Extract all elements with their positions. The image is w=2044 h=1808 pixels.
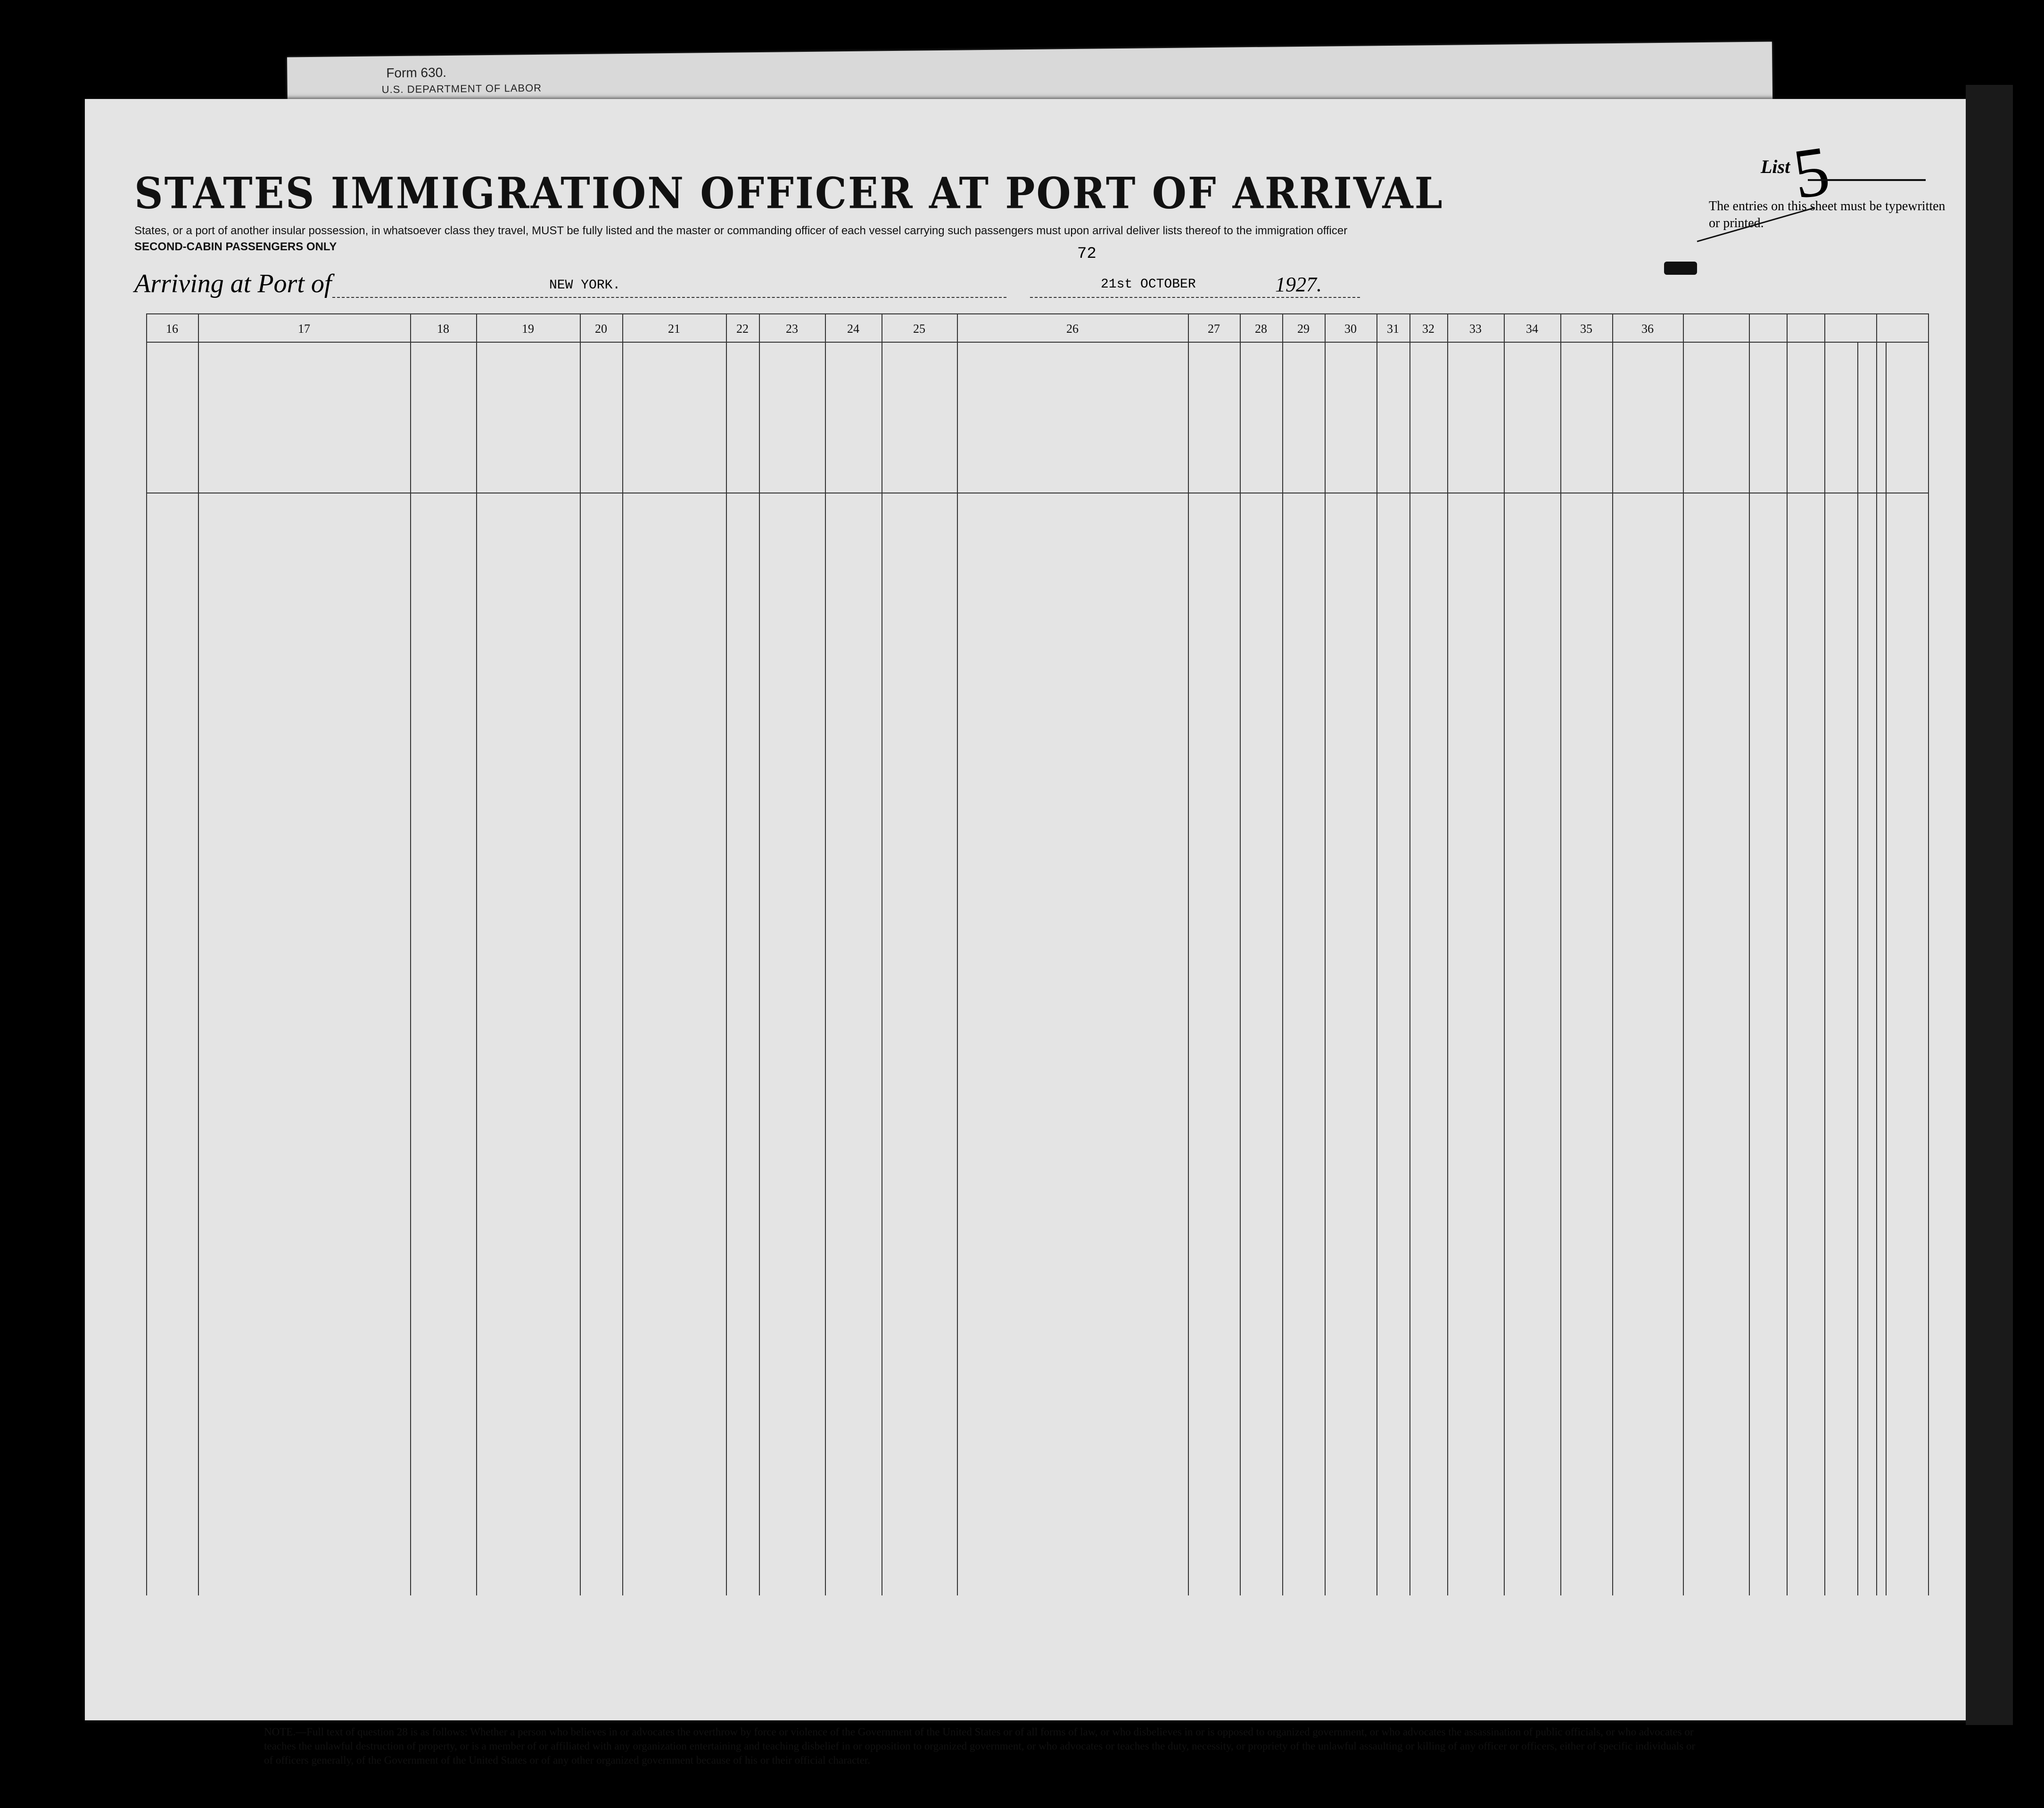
column-divider <box>1886 342 1887 1595</box>
column-number: 17 <box>298 322 310 336</box>
column-number: 16 <box>166 322 178 336</box>
column-number: 20 <box>595 322 607 336</box>
page-title: STATES IMMIGRATION OFFICER AT PORT OF ARRIVAL <box>134 168 1444 218</box>
column-number: 34 <box>1526 322 1538 336</box>
column-number: 27 <box>1208 322 1220 336</box>
department-label: U.S. DEPARTMENT OF LABOR <box>381 82 542 96</box>
form-number: Form 630. <box>386 65 447 81</box>
footnote: NOTE.—Full text of question 28 is as follows: Whether a person who believes in or advocates the overthrow by force or violence of the Government of the United States or of all forms of law, or who disbelieves in or is opposed to organized government, or who advocates the assassination of public officials, or who advocates or teaches the unlawful destruction of property, or is a member of or affiliated with any organization entertaining and teaching disbelief in or opposition to organized government, or who advocates or teaches the duty, necessity, or propriety of the unlawful assaulting or killing of any officer or officers, either of specific individuals or of officers generally, of the Government of the United States or of any other organized government because of his or their official character. <box>264 1726 1696 1766</box>
column-number: 36 <box>1641 322 1654 336</box>
column-number: 23 <box>786 322 798 336</box>
port-underline <box>332 297 1006 298</box>
arrival-date: 21st OCTOBER <box>1101 277 1196 292</box>
column-divider <box>622 313 623 1595</box>
arrival-port: NEW YORK. <box>549 278 621 293</box>
list-underline <box>1808 179 1926 181</box>
column-divider <box>1857 342 1858 1595</box>
column-divider <box>1824 313 1825 1595</box>
column-number: 26 <box>1066 322 1079 336</box>
column-divider <box>1787 313 1788 1595</box>
scan-edge <box>1966 85 2013 1725</box>
column-divider <box>1876 313 1877 1595</box>
header-rule <box>146 313 1928 314</box>
column-divider <box>1282 313 1283 1595</box>
column-divider <box>410 313 411 1595</box>
column-number: 29 <box>1297 322 1310 336</box>
column-divider <box>198 313 199 1595</box>
column-number: 35 <box>1580 322 1592 336</box>
column-divider <box>759 313 760 1595</box>
column-divider <box>1376 313 1377 1595</box>
column-number: 25 <box>913 322 925 336</box>
column-divider <box>1928 313 1929 1595</box>
class-label: SECOND-CABIN PASSENGERS ONLY <box>134 240 337 253</box>
arrival-label: Arriving at Port of <box>134 269 332 298</box>
column-divider <box>1612 313 1613 1595</box>
arrival-line <box>134 269 1407 302</box>
bottom-form-code: 14-430 <box>1245 1800 1265 1808</box>
column-divider <box>1683 313 1684 1595</box>
header-rule <box>146 342 1928 343</box>
ink-blot <box>1664 262 1697 275</box>
column-divider <box>146 313 147 1595</box>
column-divider <box>825 313 826 1595</box>
column-number: 21 <box>668 322 680 336</box>
list-number: 5 <box>1788 131 1835 214</box>
column-divider <box>957 313 958 1595</box>
manifest-table <box>146 313 1928 1595</box>
column-divider <box>1749 313 1750 1595</box>
column-divider <box>476 313 477 1595</box>
column-number: 33 <box>1469 322 1482 336</box>
header-subtitle: States, or a port of another insular possession, in whatsoever class they travel, MUST be fully listed and the master or commanding officer of each vessel carrying such passengers must upon arrival deliver lists thereof to the immigration officer <box>134 224 1348 237</box>
column-number: 32 <box>1422 322 1434 336</box>
stamp-number: 72 <box>1077 245 1096 263</box>
list-label: List <box>1761 156 1790 177</box>
column-number: 18 <box>437 322 449 336</box>
column-number: 22 <box>736 322 749 336</box>
column-divider <box>1504 313 1505 1595</box>
column-number: 28 <box>1255 322 1267 336</box>
column-divider <box>1560 313 1561 1595</box>
column-number: 19 <box>522 322 534 336</box>
date-underline <box>1030 297 1360 298</box>
column-divider <box>726 313 727 1595</box>
manifest-sheet <box>85 99 1975 1808</box>
column-divider <box>1409 313 1410 1595</box>
column-divider <box>1447 313 1448 1595</box>
column-number: 30 <box>1344 322 1357 336</box>
column-divider <box>1325 313 1326 1595</box>
column-number: 24 <box>847 322 859 336</box>
column-divider <box>580 313 581 1595</box>
column-divider <box>1188 313 1189 1595</box>
entries-note: The entries on this sheet must be typewritten or printed. <box>1709 199 1945 230</box>
arrival-year: 1927. <box>1275 273 1322 296</box>
column-divider <box>1240 313 1241 1595</box>
column-number: 31 <box>1387 322 1399 336</box>
